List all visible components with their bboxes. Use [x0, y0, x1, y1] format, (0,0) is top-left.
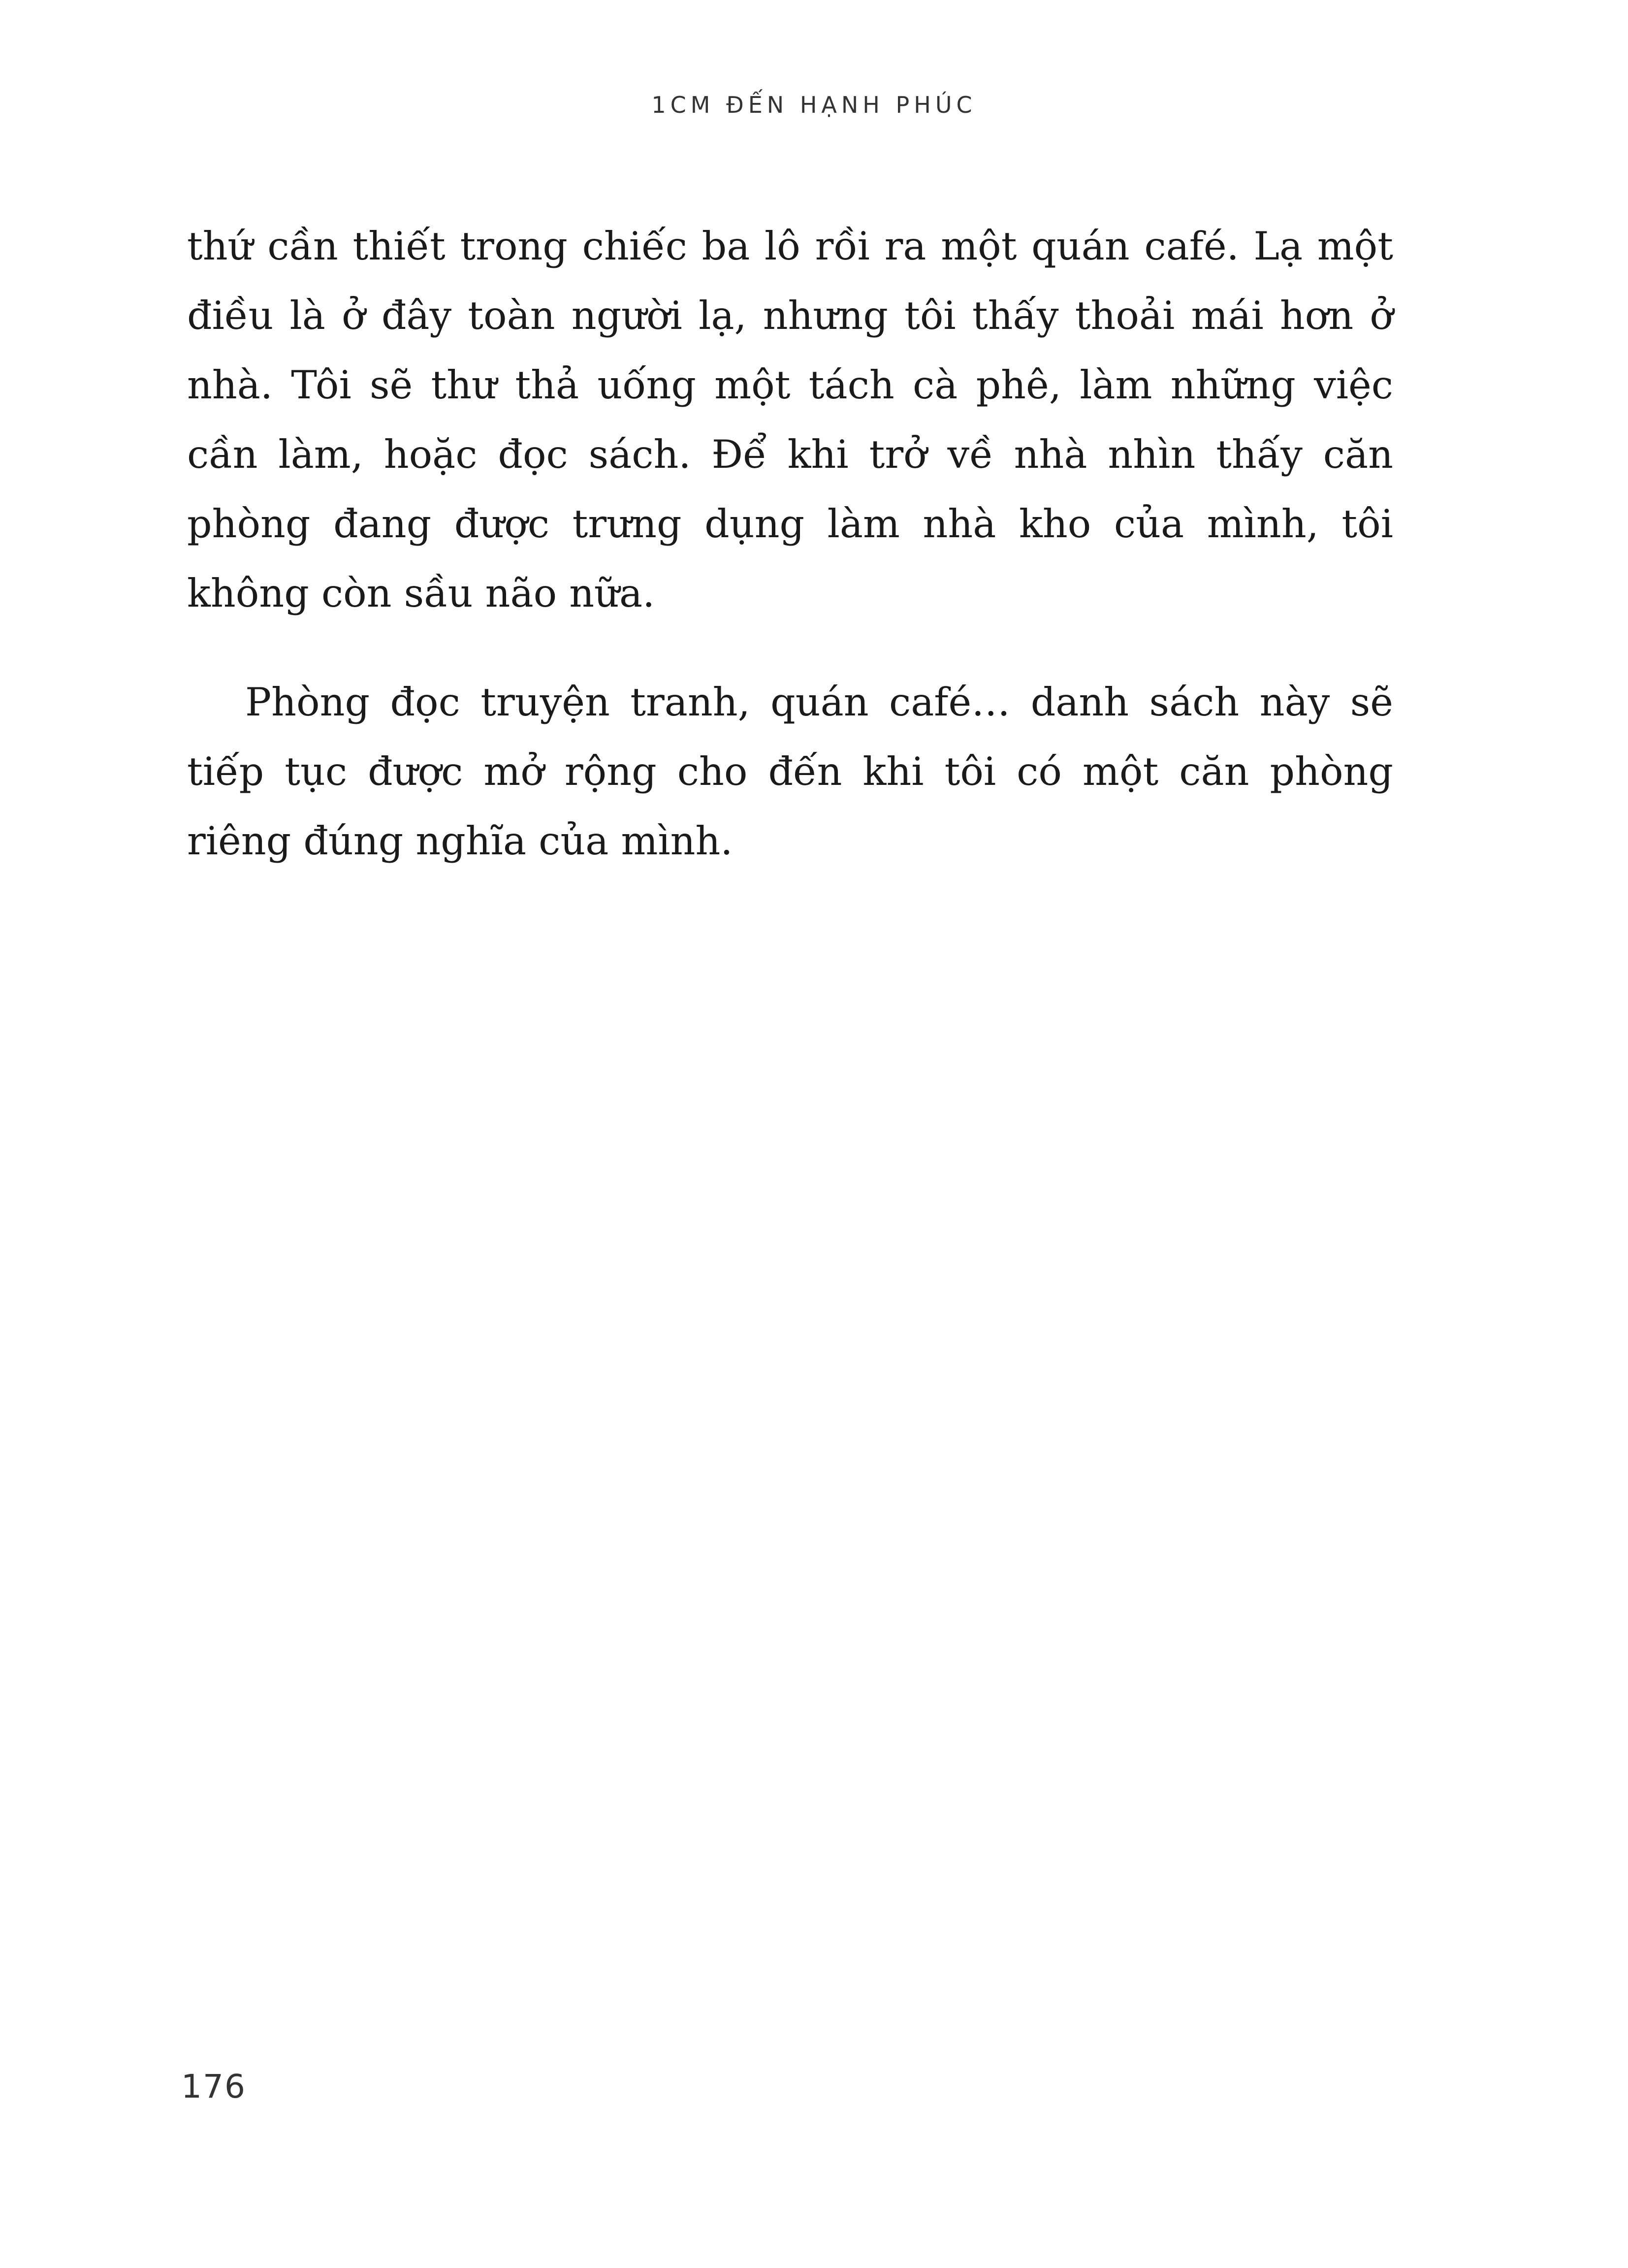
page-number: 176 [181, 2068, 246, 2106]
paragraph-continuation: thứ cần thiết trong chiếc ba lô rồi ra một quán café. Lạ một điều là ở đây toàn người lạ, nhưng tôi thấy thoải mái hơn ở nhà. Tôi sẽ thư thả uống một tách cà phê, làm những việc cần làm, hoặc đọc sách. Để khi trở về nhà nhìn thấy căn phòng đang được trưng dụng làm nhà kho của mình, tôi không còn sầu não nữa. [187, 224, 1393, 616]
running-header: 1CM ĐẾN HẠNH PHÚC [651, 92, 977, 118]
body-text [187, 212, 1393, 876]
paragraph: Phòng đọc truyện tranh, quán café… danh sách này sẽ tiếp tục được mở rộng cho đến khi tôi có một căn phòng riêng đúng nghĩa của mình. [187, 680, 1393, 864]
